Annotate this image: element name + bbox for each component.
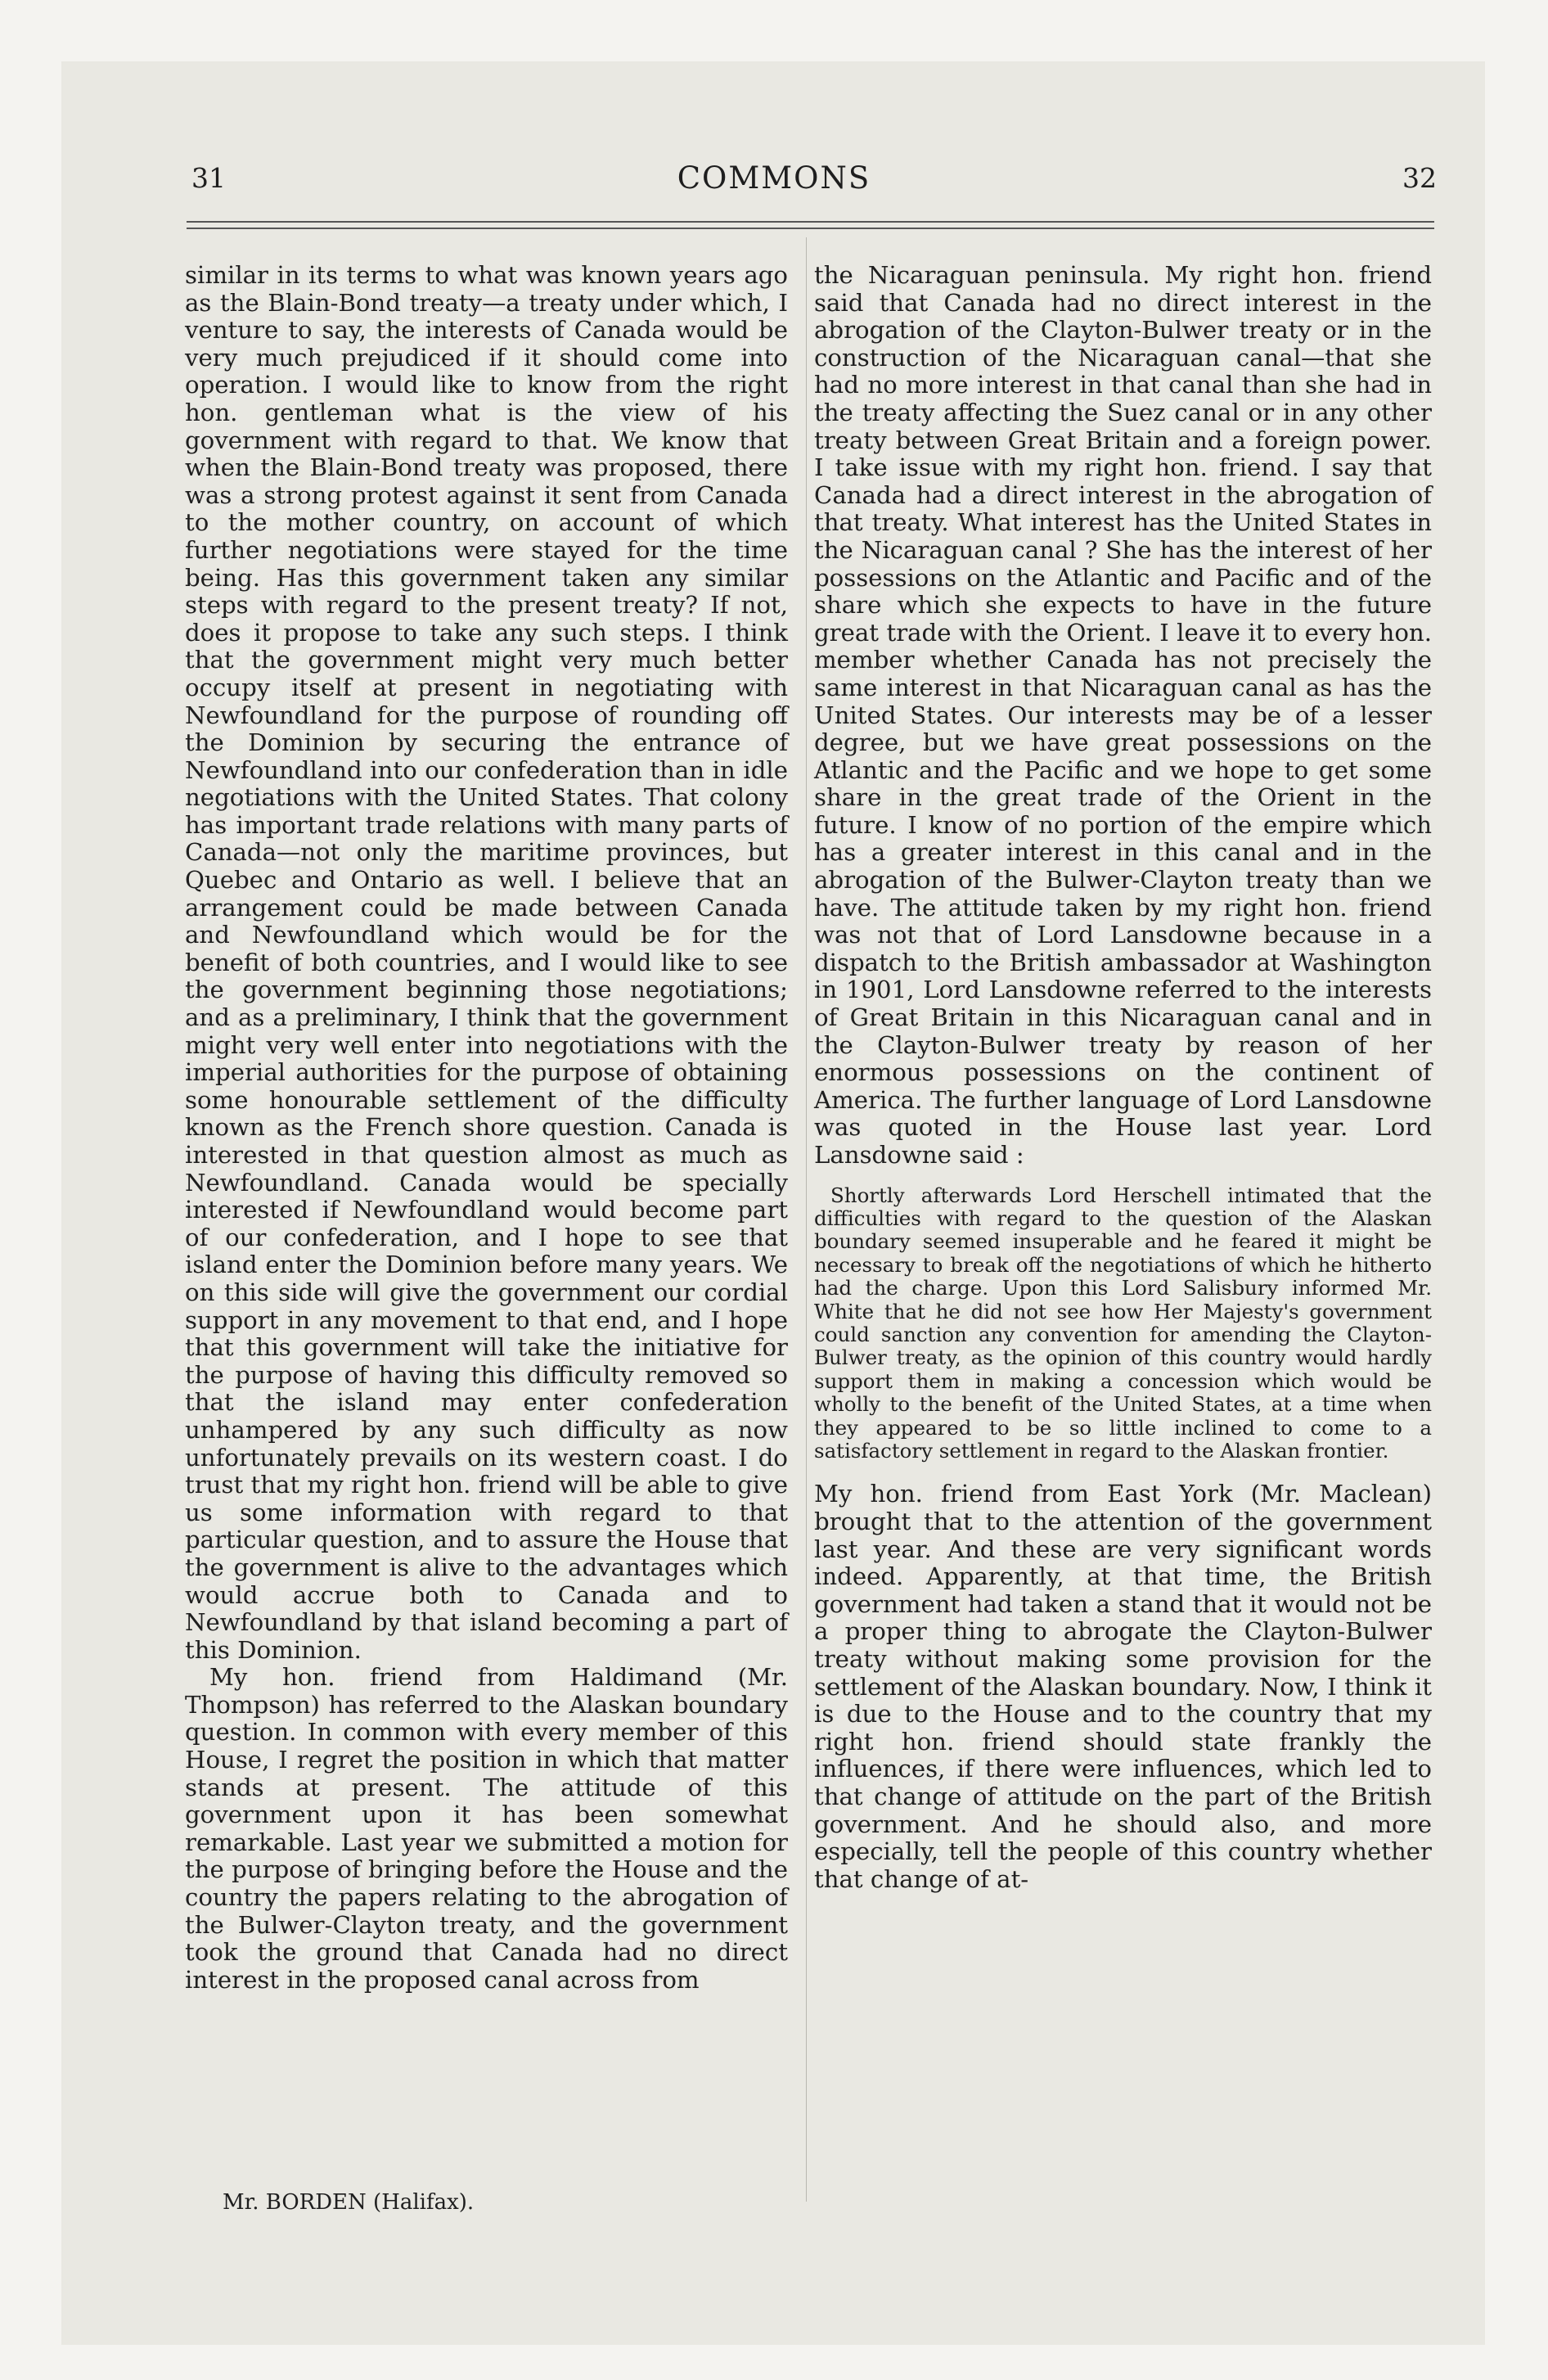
- paragraph: the Nicaraguan peninsula. My right hon. friend said that Canada had no direct interest in the abrogation of the Clayton-Bulwer treaty or in the construction of the Nicaraguan canal—that she had no more interest in that canal than she had in the treaty affecting the Suez canal or in any other treaty between Great Britain and a foreign power. I take issue with my right hon. friend. I say that Canada had a direct interest in the abrogation of that treaty. What interest has the United States in the Nicaraguan canal ? She has the interest of her possessions on the Atlantic and Pacific and of the share which she expects to have in the future great trade with the Orient. I leave it to every hon. member whether Canada has not precisely the same interest in that Nicaraguan canal as has the United States. Our interests may be of a lesser degree, but we have great possessions on the Atlantic and the Pacific and we hope to get some share in the great trade of the Orient in the future. I know of no portion of the empire which has a greater interest in this canal and in the abrogation of the Bulwer-Clayton treaty than we have. The attitude taken by my right hon. friend was not that of Lord Lansdowne because in a dispatch to the British ambassador at Washington in 1901, Lord Lansdowne referred to the interests of Great Britain in this Nicaraguan canal and in the Clayton-Bulwer treaty by reason of her enormous possessions on the continent of America. The further language of Lord Lansdowne was quoted in the House last year. Lord Lansdowne said :: [814, 261, 1432, 1169]
- paragraph: My hon. friend from Haldimand (Mr. Thompson) has referred to the Alaskan boundary question. In common with every member of this House, I regret the position in which that matter stands at present. The attitude of this government upon it has been somewhat remarkable. Last year we submitted a motion for the purpose of bringing before the House and the country the papers relating to the abrogation of the Bulwer-Clayton treaty, and the government took the ground that Canada had no direct interest in the proposed canal across from: [185, 1663, 788, 1994]
- paragraph: My hon. friend from East York (Mr. Maclean) brought that to the attention of the government last year. And these are very significant words indeed. Apparently, at that time, the British government had taken a stand that it would not be a proper thing to abrogate the Clayton-Bulwer treaty without making some provision for the settlement of the Alaskan boundary. Now, I think it is due to the House and to the country that my right hon. friend should state frankly the influences, if there were influences, which led to that change of attitude on the part of the British government. And he should also, and more especially, tell the people of this country whether that change of at-: [814, 1480, 1432, 1893]
- speaker-footer: Mr. BORDEN (Halifax).: [223, 2190, 475, 2215]
- right-column: [814, 262, 1432, 1893]
- page-number-right: 32: [1402, 162, 1437, 194]
- page-number-left: 31: [191, 162, 226, 194]
- block-quote: Shortly afterwards Lord Herschell intimated that the difficulties with regard to the question of the Alaskan boundary seemed insuperable and he feared it might be necessary to break off the negotiations of which he hitherto had the charge. Upon this Lord Salisbury informed Mr. White that he did not see how Her Majesty's government could sanction any convention for amending the Clayton-Bulwer treaty, as the opinion of this country would hardly support them in making a concession which would be wholly to the benefit of the United States, at a time when they appeared to be so little inclined to come to a satisfactory settlement in regard to the Alaskan frontier.: [814, 1183, 1432, 1463]
- header-rule: [187, 221, 1434, 223]
- left-column: [185, 262, 788, 1994]
- header-rule: [187, 228, 1434, 229]
- running-head: COMMONS: [677, 160, 871, 196]
- paragraph: similar in its terms to what was known years ago as the Blain-Bond treaty—a treaty under which, I venture to say, the interests of Canada would be very much prejudiced if it should come into operation. I would like to know from the right hon. gentleman what is the view of his government with regard to that. We know that when the Blain-Bond treaty was proposed, there was a strong protest against it sent from Canada to the mother country, on account of which further negotiations were stayed for the time being. Has this government taken any similar steps with regard to the present treaty? If not, does it propose to take any such steps. I think that the government might very much better occupy itself at present in negotiating with Newfoundland for the purpose of rounding off the Dominion by securing the entrance of Newfoundland into our confederation than in idle negotiations with the United States. That colony has important trade relations with many parts of Canada—not only the maritime provinces, but Quebec and Ontario as well. I believe that an arrangement could be made between Canada and Newfoundland which would be for the benefit of both countries, and I would like to see the government beginning those negotiations; and as a preliminary, I think that the government might very well enter into negotiations with the imperial authorities for the purpose of obtaining some honourable settlement of the difficulty known as the French shore question. Canada is interested in that question almost as much as Newfoundland. Canada would be specially interested if Newfoundland would become part of our confederation, and I hope to see that island enter the Dominion before many years. We on this side will give the government our cordial support in any movement to that end, and I hope that this government will take the initiative for the purpose of having this difficulty removed so that the island may enter confederation unhampered by any such difficulty as now unfortunately prevails on its western coast. I do trust that my right hon. friend will be able to give us some information with regard to that particular question, and to assure the House that the government is alive to the advantages which would accrue both to Canada and to Newfoundland by that island becoming a part of this Dominion.: [185, 261, 788, 1664]
- column-divider: [806, 237, 807, 2202]
